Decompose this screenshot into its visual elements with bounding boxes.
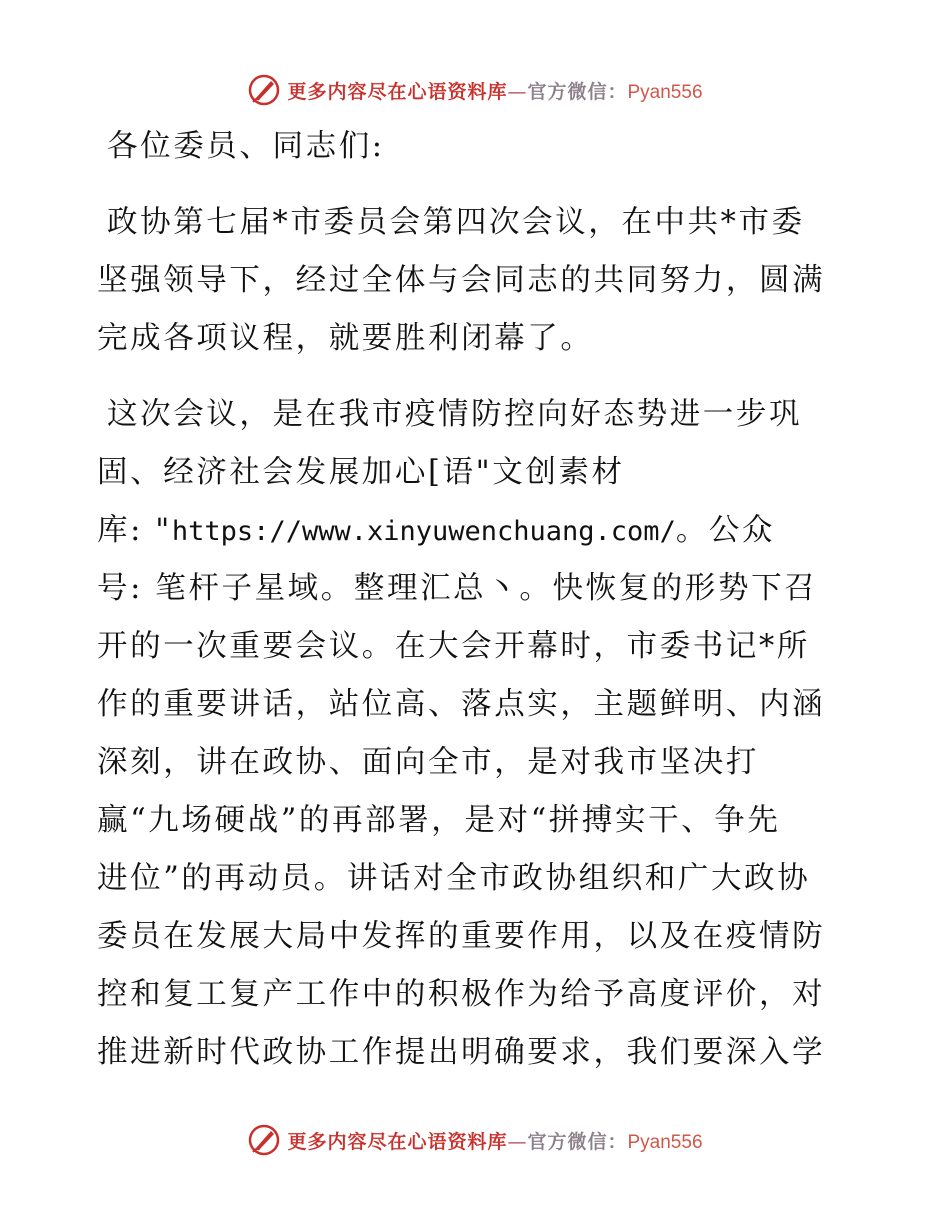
paragraph-line: 作的重要讲话，站位高、落点实，主题鲜明、内涵 bbox=[97, 687, 826, 722]
footer-watermark bbox=[0, 1120, 950, 1160]
paragraph-line: 赢“九场硬战”的再部署，是对“拼搏实干、争先 bbox=[97, 803, 781, 838]
paragraph-1 bbox=[97, 194, 857, 368]
salutation: 各位委员、同志们: bbox=[107, 129, 385, 164]
watermark-site-name: 更多内容尽在心语资料库 bbox=[287, 1130, 508, 1153]
header-watermark bbox=[0, 70, 950, 110]
paragraph-line-prefix: 库: " bbox=[97, 513, 172, 548]
document-body bbox=[97, 118, 857, 1082]
paragraph-line: 固、经济社会发展加心[语"文创素材 bbox=[97, 455, 625, 490]
watermark-dash: — bbox=[507, 80, 528, 103]
paragraph-line: 推进新时代政协工作提出明确要求，我们要深入学 bbox=[97, 1035, 826, 1070]
paragraph-line: 委员在发展大局中发挥的重要作用，以及在疫情防 bbox=[97, 919, 826, 954]
paragraph-line: 深刻，讲在政协、面向全市，是对我市坚决打 bbox=[97, 745, 759, 780]
watermark-site-name: 更多内容尽在心语资料库 bbox=[287, 80, 508, 103]
quill-logo-icon bbox=[247, 73, 281, 107]
watermark-wechat-label: 官方微信： bbox=[527, 80, 628, 103]
watermark-text bbox=[287, 77, 702, 104]
watermark-dash: — bbox=[507, 1130, 528, 1153]
paragraph-line: 坚强领导下，经过全体与会同志的共同努力，圆满 bbox=[97, 263, 826, 298]
watermark-wechat-id: Pyan556 bbox=[627, 1131, 703, 1153]
source-url-link[interactable]: https://www.xinyuwenchuang.com/ bbox=[171, 516, 676, 547]
watermark-text bbox=[287, 1127, 702, 1154]
quill-logo-icon bbox=[247, 1123, 281, 1157]
paragraph-line-suffix: 。公众 bbox=[675, 513, 776, 548]
paragraph-line: 号: 笔杆子星域。整理汇总丶。快恢复的形势下召 bbox=[97, 571, 818, 606]
paragraph-line: 进位”的再动员。讲话对全市政协组织和广大政协 bbox=[97, 861, 811, 896]
paragraph-line: 控和复工复产工作中的积极作为给予高度评价，对 bbox=[97, 977, 826, 1012]
paragraph-line: 这次会议，是在我市疫情防控向好态势进一步巩 bbox=[107, 397, 803, 432]
watermark-wechat-id: Pyan556 bbox=[627, 81, 703, 103]
paragraph-2 bbox=[97, 386, 857, 1082]
paragraph-line: 开的一次重要会议。在大会开幕时，市委书记*所 bbox=[97, 629, 810, 664]
paragraph-line bbox=[97, 502, 857, 560]
paragraph-line: 完成各项议程，就要胜利闭幕了。 bbox=[97, 321, 594, 356]
paragraph-line: 政协第七届*市委员会第四次会议，在中共*市委 bbox=[107, 205, 805, 240]
watermark-wechat-label: 官方微信： bbox=[527, 1130, 628, 1153]
